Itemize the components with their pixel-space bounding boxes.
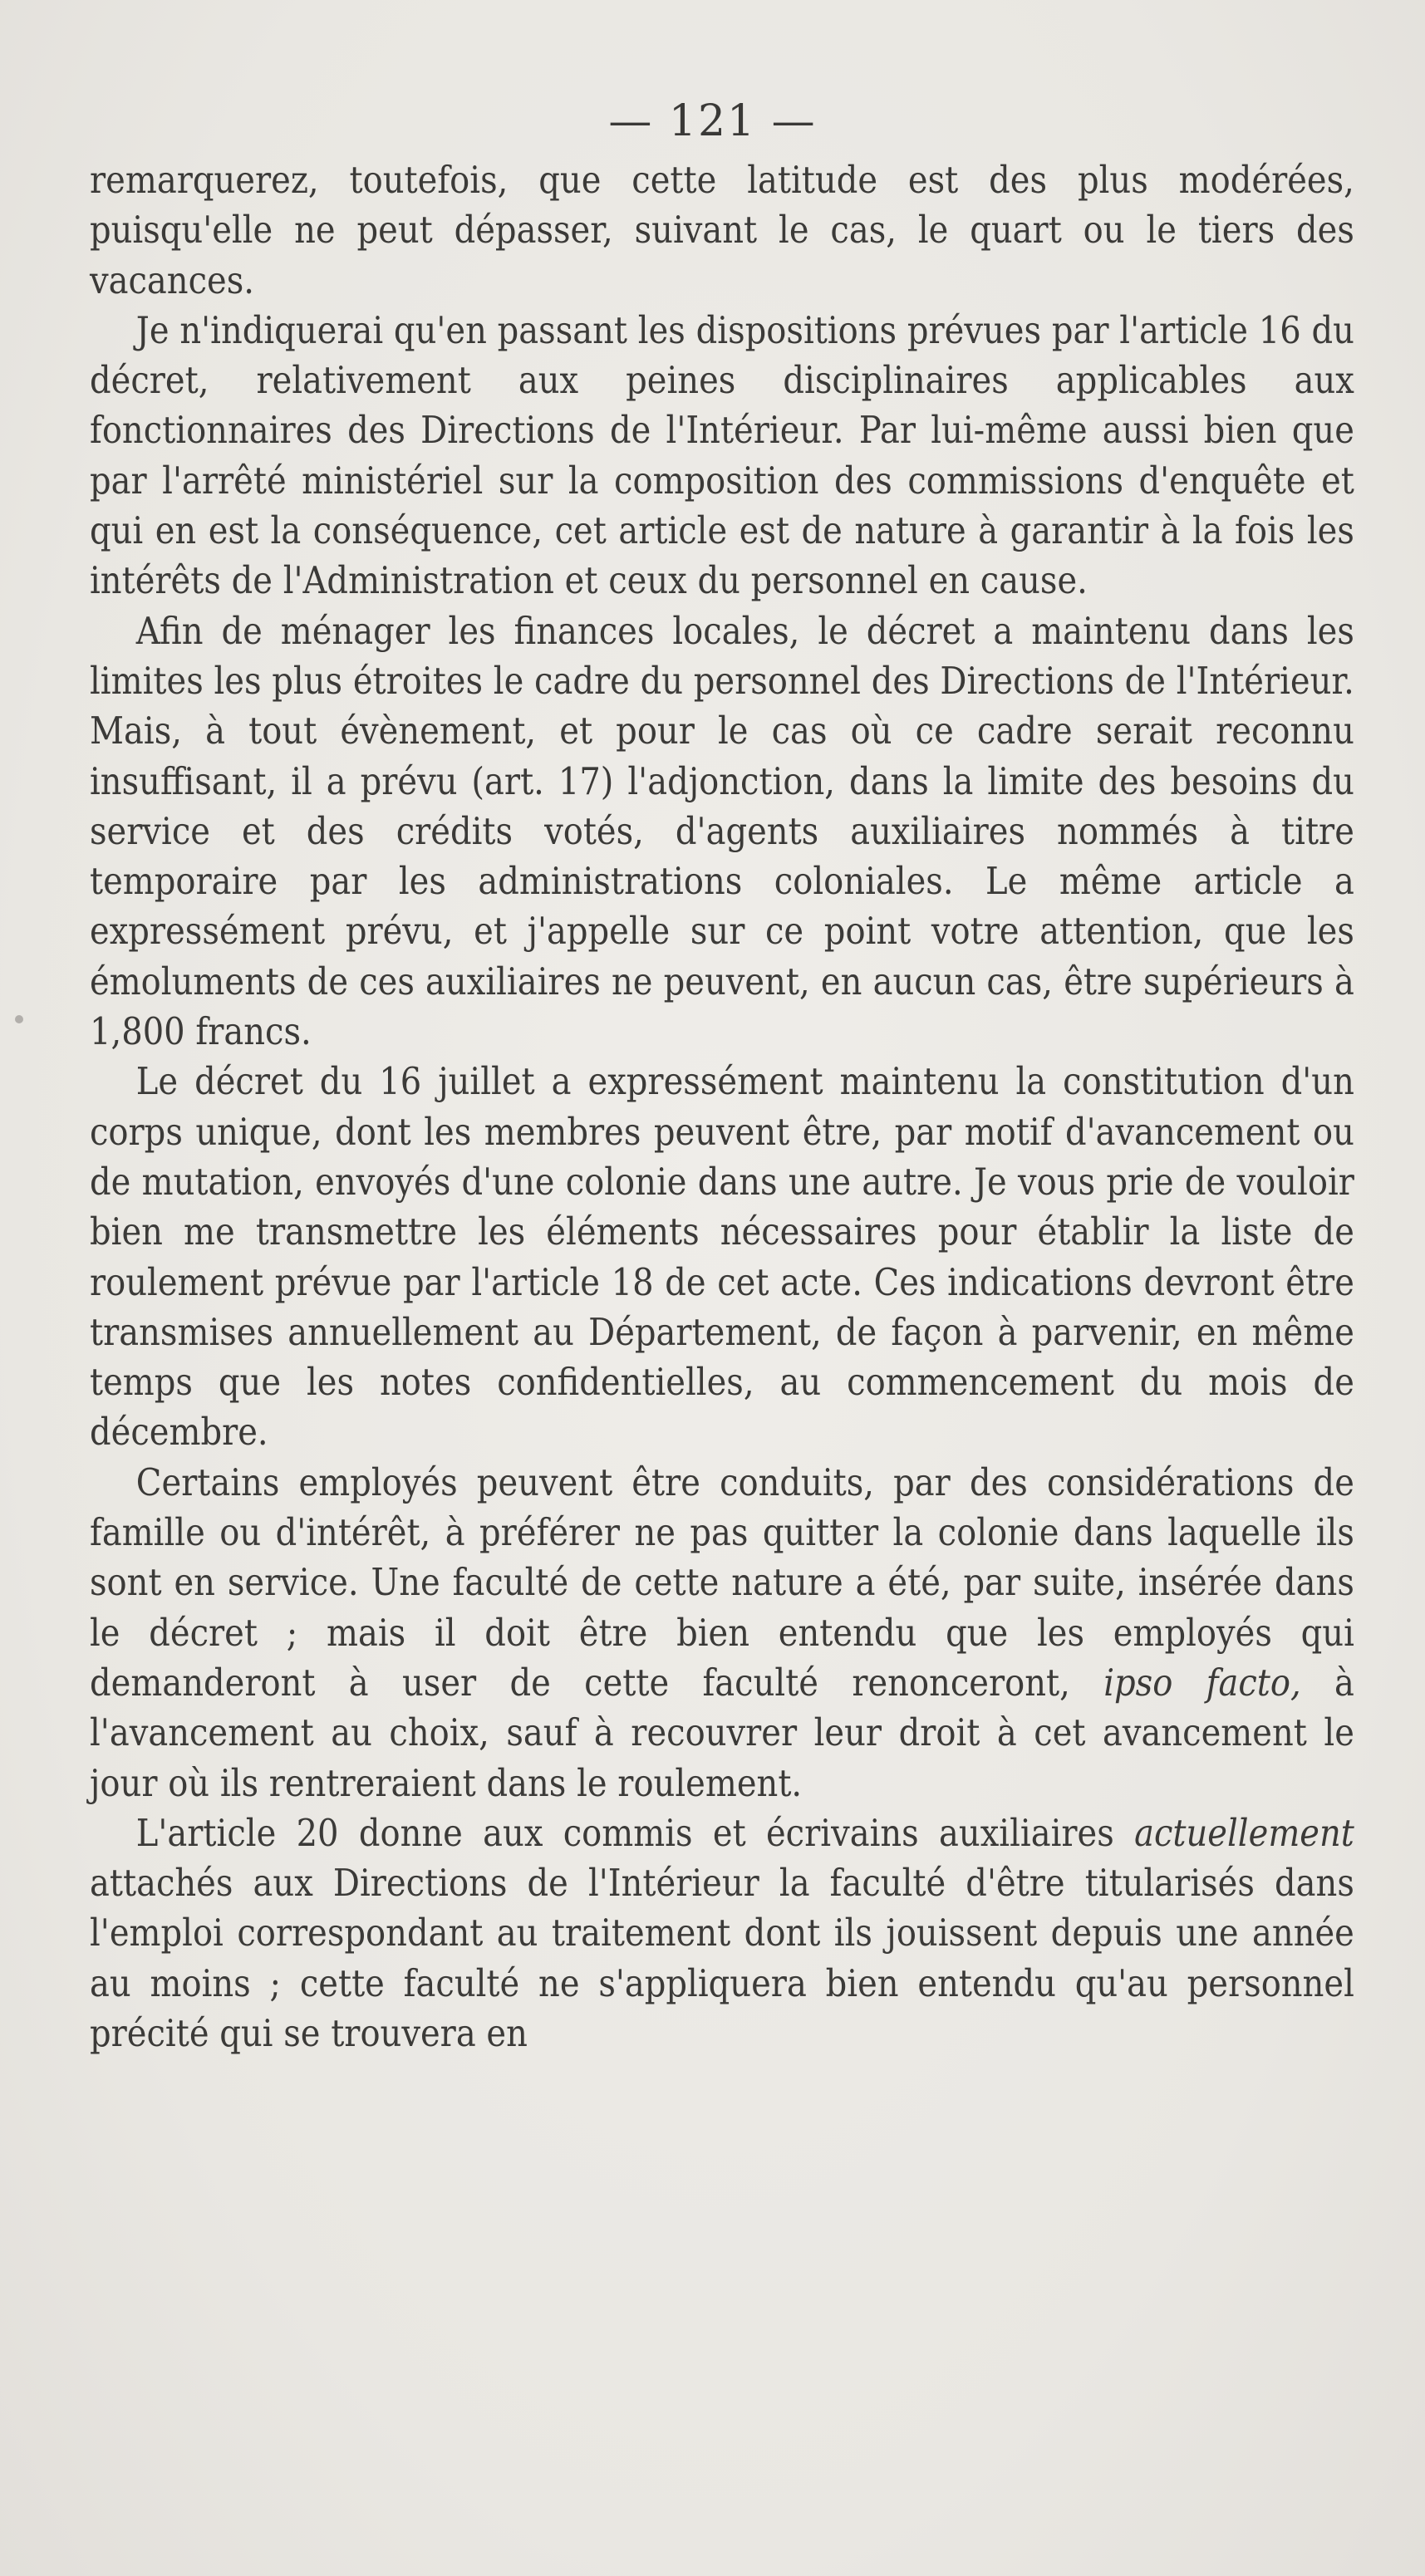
paragraph-1: remarquerez, toutefois, que cette latitude est des plus modérées, puisqu'elle ne peut dépasser, suivant le cas, le quart ou le tiers des vacances. [90, 159, 1354, 302]
paragraph-5 [90, 1459, 1354, 1809]
paragraph-3: Afin de ménager les finances locales, le décret a maintenu dans les limites les plus étroites le cadre du personnel des Directions de l'Intérieur. Mais, à tout évènement, et pour le cas où ce cadre serait reconnu insuffisant, il a prévu (art. 17) l'adjonction, dans la limite des besoins du service et des crédits votés, d'agents auxiliaires nommés à titre temporaire par les administrations coloniales. Le même article a expressément prévu, et j'appelle sur ce point votre attention, que les émoluments de ces auxiliaires ne peuvent, en aucun cas, être supérieurs à 1,800 francs. [90, 610, 1354, 1054]
paragraph-6-italic: actuellement [1134, 1812, 1354, 1855]
margin-speck [15, 1015, 23, 1023]
paragraph-2: Je n'indiquerai qu'en passant les dispositions prévues par l'article 16 du décret, relativement aux peines disciplinaires applicables aux fonctionnaires des Directions de l'Intérieur. Par lui-même aussi bien que par l'arrêté ministériel sur la composition des commissions d'enquête et qui en est la conséquence, cet article est de nature à garantir à la fois les intérêts de l'Administration et ceux du personnel en cause. [90, 309, 1354, 603]
paragraph-4: Le décret du 16 juillet a expressément maintenu la constitution d'un corps unique, dont les membres peuvent être, par motif d'avancement ou de mutation, envoyés d'une colonie dans une autre. Je vous prie de vouloir bien me transmettre les éléments nécessaires pour établir la liste de roulement prévue par l'article 18 de cet acte. Ces indications devront être transmises annuellement au Département, de façon à parvenir, en même temps que les notes confidentielles, au commencement du mois de décembre. [90, 1061, 1354, 1455]
paragraph-6-text-after: attachés aux Directions de l'Intérieur la faculté d'être titularisés dans l'emploi correspondant au traitement dont ils jouissent depuis une année au moins ; cette faculté ne s'appliquera bien entendu qu'au personnel précité qui se trouvera en [90, 1862, 1354, 2055]
paragraph-5-text-before: Certains employés peuvent être conduits, par des considérations de famille ou d'intérêt, à préférer ne pas quitter la colonie dans laquelle ils sont en service. Une faculté de cette nature a été, par suite, insérée dans le décret ; mais il doit être bien entendu que les employés qui demanderont à user de cette faculté renonceront, [90, 1461, 1354, 1705]
body-text [90, 156, 1354, 2059]
paragraph-6-text-before: L'article 20 donne aux commis et écrivains auxiliaires [135, 1812, 1135, 1855]
paragraph-5-italic: ipso facto, [1103, 1661, 1301, 1705]
paragraph-5-text-after: à l'avancement au choix, sauf à recouvrer leur droit à cet avancement le jour où ils rentreraient dans le roulement. [90, 1661, 1354, 1805]
page-number: — 121 — [608, 96, 817, 146]
paragraph-6 [90, 1809, 1354, 2059]
